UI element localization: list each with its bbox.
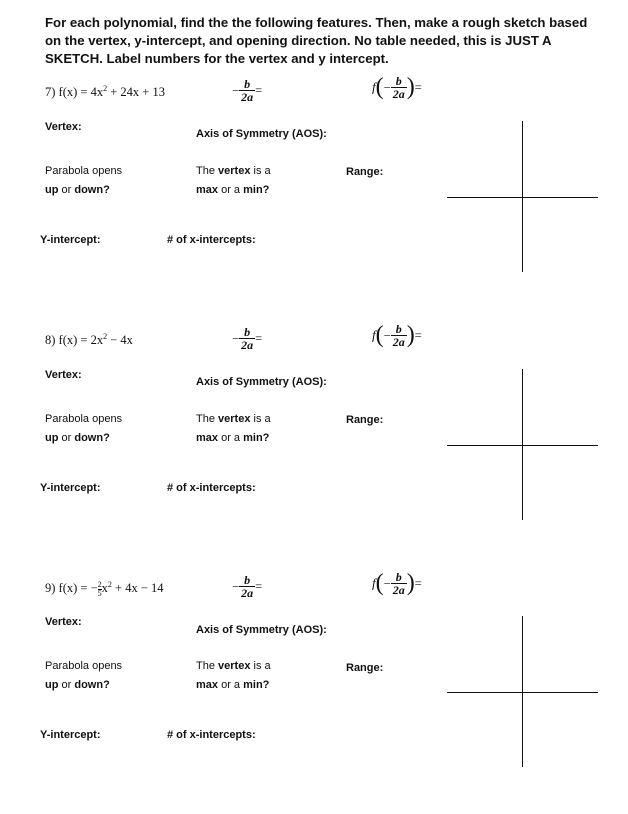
equals-sign: = xyxy=(414,80,422,95)
y-intercept-label: Y-intercept: xyxy=(40,482,101,494)
minus-sign: − xyxy=(383,576,391,591)
neg-b-over-2a xyxy=(232,574,262,599)
denominator: 2a xyxy=(392,583,405,597)
range-label: Range: xyxy=(346,414,384,426)
text: is a xyxy=(250,413,271,425)
right-paren: ) xyxy=(406,74,415,100)
equals-sign: = xyxy=(255,83,263,98)
denominator: 2a xyxy=(241,90,254,104)
up-or-down xyxy=(45,676,122,695)
equals-sign: = xyxy=(255,579,263,594)
up-word: up xyxy=(45,679,59,691)
or-word: or xyxy=(58,184,75,196)
f-symbol: f xyxy=(372,575,376,591)
left-paren: ( xyxy=(375,570,384,596)
equation-rest: + 24x + 13 xyxy=(107,85,165,100)
vertex-label: Vertex: xyxy=(45,616,82,628)
numerator: b xyxy=(395,322,402,336)
right-paren: ) xyxy=(406,570,415,596)
max-min-question xyxy=(196,410,271,448)
equals-sign: = xyxy=(414,576,422,591)
opens-question xyxy=(45,410,122,448)
vertex-is-line xyxy=(196,657,271,676)
vertex-word: vertex xyxy=(218,413,251,425)
x-intercepts-label: # of x-intercepts: xyxy=(167,729,256,741)
numerator: b xyxy=(244,325,251,339)
down-word: down? xyxy=(74,184,110,196)
text: The xyxy=(196,165,219,177)
x-axis xyxy=(447,445,598,446)
f-symbol: f xyxy=(372,79,376,95)
or-word: or a xyxy=(218,184,244,196)
numerator: 2 xyxy=(97,579,102,589)
or-word: or a xyxy=(218,679,244,691)
down-word: down? xyxy=(74,432,110,444)
fraction xyxy=(391,323,407,348)
fraction xyxy=(239,574,255,599)
problem-number: 8) xyxy=(45,333,56,348)
equation-rest: + 4x − 14 xyxy=(111,581,164,596)
instructions: For each polynomial, find the the following features. Then, make a rough sketch based on the vertex, y-intercept, and opening direction. No table needed, this is JUST A SKETCH. Label numbers for the vertex and y intercept. xyxy=(45,15,588,66)
vertex-is-line xyxy=(196,410,271,429)
minus-sign: − xyxy=(383,328,391,343)
vertex-word: vertex xyxy=(218,165,251,177)
problem-9-equation xyxy=(45,580,164,598)
fraction xyxy=(239,78,255,103)
min-word: min? xyxy=(243,184,270,196)
minus-sign: − xyxy=(232,579,240,594)
aos-label: Axis of Symmetry (AOS): xyxy=(196,128,327,140)
opens-line: Parabola opens xyxy=(45,413,123,425)
text: is a xyxy=(250,165,271,177)
max-or-min xyxy=(196,676,271,695)
max-word: max xyxy=(196,432,219,444)
up-word: up xyxy=(45,432,59,444)
opens-line: Parabola opens xyxy=(45,660,123,672)
equation-lhs: f(x) = 4x xyxy=(58,85,104,100)
f-symbol: f xyxy=(372,327,376,343)
f-of-neg-b-over-2a xyxy=(372,74,422,101)
equation-rest: − 4x xyxy=(107,333,133,348)
problem-number: 7) xyxy=(45,85,56,100)
down-word: down? xyxy=(74,679,110,691)
denominator: 2a xyxy=(241,338,254,352)
numerator: b xyxy=(395,570,402,584)
minus-sign: − xyxy=(232,331,240,346)
denominator: 2a xyxy=(392,335,405,349)
x-axis xyxy=(447,197,598,198)
range-label: Range: xyxy=(346,662,384,674)
aos-label: Axis of Symmetry (AOS): xyxy=(196,376,327,388)
opens-question xyxy=(45,657,122,695)
text: The xyxy=(196,413,219,425)
neg-b-over-2a xyxy=(232,78,262,103)
equation-lhs: f(x) = − xyxy=(58,581,98,596)
up-or-down xyxy=(45,429,122,448)
or-word: or xyxy=(58,432,75,444)
minus-sign: − xyxy=(232,83,240,98)
max-or-min xyxy=(196,181,271,200)
aos-label: Axis of Symmetry (AOS): xyxy=(196,624,327,636)
fraction xyxy=(391,571,407,596)
variable: x xyxy=(101,581,108,596)
up-word: up xyxy=(45,184,59,196)
fraction xyxy=(391,75,407,100)
problem-number: 9) xyxy=(45,581,56,596)
left-paren: ( xyxy=(375,74,384,100)
equation-lhs: f(x) = 2x xyxy=(58,333,104,348)
denominator: 2a xyxy=(392,87,405,101)
x-axis xyxy=(447,692,598,693)
right-paren: ) xyxy=(406,322,415,348)
f-of-neg-b-over-2a xyxy=(372,322,422,349)
minus-sign: − xyxy=(383,80,391,95)
y-intercept-label: Y-intercept: xyxy=(40,729,101,741)
equals-sign: = xyxy=(414,328,422,343)
max-word: max xyxy=(196,184,219,196)
neg-b-over-2a xyxy=(232,326,262,351)
denominator: 2a xyxy=(241,586,254,600)
problem-7-equation xyxy=(45,84,165,100)
exponent: 2 xyxy=(107,580,112,589)
max-or-min xyxy=(196,429,271,448)
range-label: Range: xyxy=(346,166,384,178)
equals-sign: = xyxy=(255,331,263,346)
exponent: 2 xyxy=(103,84,108,93)
numerator: b xyxy=(244,573,251,587)
max-word: max xyxy=(196,679,219,691)
min-word: min? xyxy=(243,679,270,691)
vertex-label: Vertex: xyxy=(45,369,82,381)
numerator: b xyxy=(395,74,402,88)
fraction xyxy=(239,326,255,351)
max-min-question xyxy=(196,162,271,200)
text: is a xyxy=(250,660,271,672)
numerator: b xyxy=(244,77,251,91)
opens-question xyxy=(45,162,122,200)
denominator: 5 xyxy=(97,588,102,598)
vertex-label: Vertex: xyxy=(45,121,82,133)
vertex-is-line xyxy=(196,162,271,181)
up-or-down xyxy=(45,181,122,200)
max-min-question xyxy=(196,657,271,695)
f-of-neg-b-over-2a xyxy=(372,570,422,597)
left-paren: ( xyxy=(375,322,384,348)
opens-line: Parabola opens xyxy=(45,165,123,177)
min-word: min? xyxy=(243,432,270,444)
vertex-word: vertex xyxy=(218,660,251,672)
text: The xyxy=(196,660,219,672)
or-word: or xyxy=(58,679,75,691)
exponent: 2 xyxy=(103,332,108,341)
x-intercepts-label: # of x-intercepts: xyxy=(167,234,256,246)
or-word: or a xyxy=(218,432,244,444)
x-intercepts-label: # of x-intercepts: xyxy=(167,482,256,494)
y-intercept-label: Y-intercept: xyxy=(40,234,101,246)
problem-8-equation xyxy=(45,332,133,348)
